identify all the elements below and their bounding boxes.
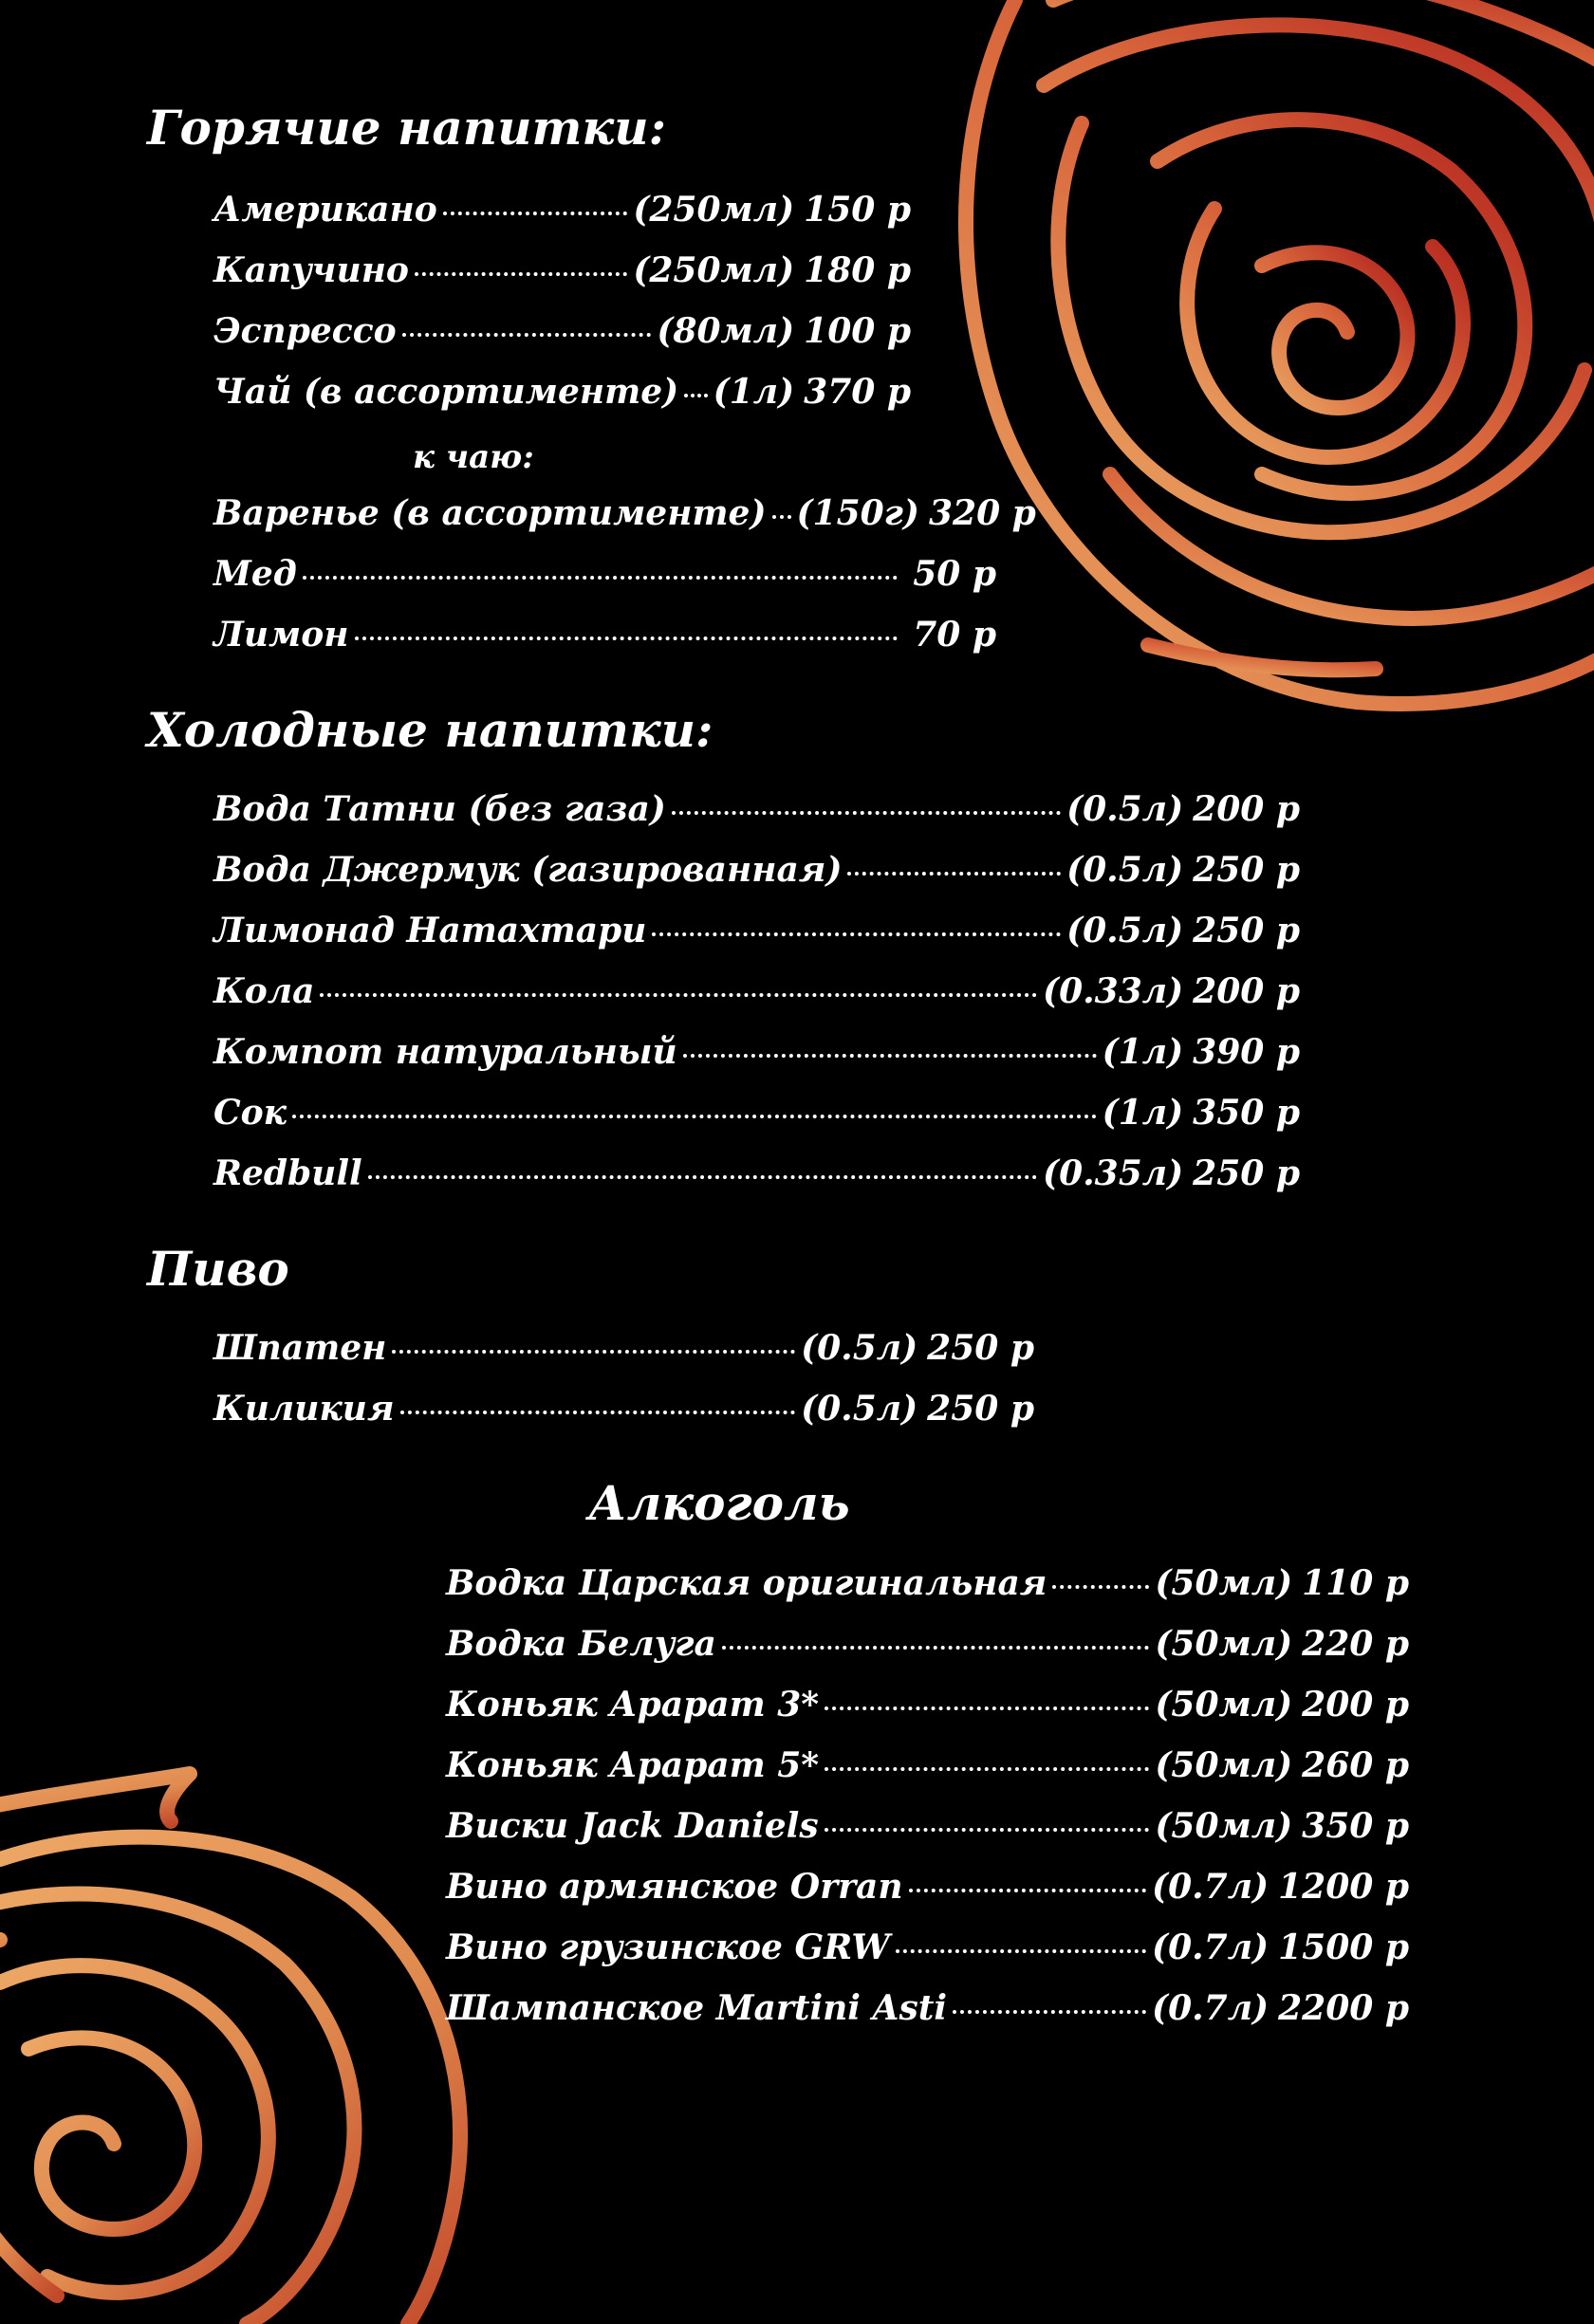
item-price: 220 р <box>1302 1624 1409 1664</box>
menu-item <box>213 850 1300 911</box>
dot-leader <box>825 1828 1150 1832</box>
section-title-hot-drinks: Горячие напитки: <box>147 100 667 156</box>
item-price: 250 р <box>1193 911 1300 950</box>
item-volume: (80мл) <box>657 311 795 351</box>
item-volume: (0.7л) <box>1152 1867 1270 1907</box>
item-volume: (0.33л) <box>1043 971 1184 1011</box>
dot-leader <box>443 212 628 215</box>
item-name: Вода Джермук (газированная) <box>213 850 843 890</box>
item-volume: (50мл) <box>1155 1745 1293 1785</box>
item-volume: (50мл) <box>1155 1563 1293 1603</box>
menu-item <box>213 311 911 372</box>
menu-item <box>213 554 996 615</box>
item-price: 200 р <box>1193 789 1300 829</box>
dot-leader <box>825 1767 1149 1771</box>
menu-item <box>213 971 1300 1032</box>
menu-item <box>446 1927 1409 1988</box>
item-name: Компот натуральный <box>213 1032 677 1072</box>
item-price: 260 р <box>1302 1745 1409 1785</box>
menu-item <box>446 1685 1409 1745</box>
dot-leader <box>320 993 1037 997</box>
dot-leader <box>1052 1585 1149 1589</box>
menu-item <box>213 190 911 250</box>
item-name: Водка Белуга <box>446 1624 716 1664</box>
menu-item <box>213 1328 1034 1389</box>
item-price: 350 р <box>1193 1093 1300 1133</box>
item-name: Эспрессо <box>213 311 397 351</box>
dot-leader <box>368 1175 1037 1179</box>
item-name: Виски Jack Daniels <box>446 1806 819 1846</box>
item-price: 250 р <box>927 1389 1034 1429</box>
menu-item <box>213 1153 1300 1214</box>
menu-item <box>213 1389 1034 1449</box>
menu-item <box>446 1745 1409 1806</box>
dot-leader <box>909 1889 1147 1892</box>
menu-item <box>213 615 996 675</box>
dot-leader <box>953 2010 1146 2014</box>
dot-leader <box>303 576 898 580</box>
dot-leader <box>825 1706 1149 1710</box>
section-title-alcohol: Алкоголь <box>588 1475 850 1531</box>
dot-leader <box>722 1646 1150 1650</box>
dot-leader <box>392 1350 795 1354</box>
beer-list <box>213 1328 1034 1449</box>
item-volume: (250мл) <box>633 250 795 290</box>
item-volume: (50мл) <box>1155 1685 1293 1725</box>
menu-item <box>446 1563 1409 1624</box>
menu-item <box>446 1867 1409 1927</box>
item-name: Лимонад Натахтари <box>213 911 647 950</box>
item-volume: (150г) <box>796 493 919 533</box>
item-price: 180 р <box>804 250 911 290</box>
menu-item <box>446 1988 1409 2049</box>
dot-leader <box>355 636 899 640</box>
item-volume: (1л) <box>1102 1093 1184 1133</box>
item-name: Коньяк Арарат 5* <box>446 1745 820 1785</box>
item-volume: (250мл) <box>633 190 795 230</box>
dot-leader <box>672 811 1061 815</box>
menu-item <box>213 911 1300 971</box>
dot-leader <box>896 1949 1146 1953</box>
item-price: 50 р <box>913 554 996 594</box>
item-volume: (0.5л) <box>1066 789 1184 829</box>
item-name: Шампанское Martini Asti <box>446 1988 948 2028</box>
menu-item <box>213 372 911 433</box>
cold-drinks-list <box>213 789 1300 1214</box>
item-name: Вода Татни (без газа) <box>213 789 666 829</box>
item-volume: (0.5л) <box>1066 911 1184 950</box>
item-name: Американо <box>213 190 437 230</box>
item-name: Кола <box>213 971 315 1011</box>
menu-item <box>213 789 1300 850</box>
item-price: 250 р <box>927 1328 1034 1368</box>
item-name: Киликия <box>213 1389 395 1429</box>
item-name: Мед <box>213 554 297 594</box>
menu-item <box>446 1624 1409 1685</box>
dot-leader <box>402 333 652 337</box>
item-name: Коньяк Арарат 3* <box>446 1685 820 1725</box>
menu-item <box>213 250 911 311</box>
item-name: Шпатен <box>213 1328 387 1368</box>
item-volume: (1л) <box>713 372 795 412</box>
item-volume: (0.5л) <box>1066 850 1184 890</box>
item-price: 390 р <box>1193 1032 1300 1072</box>
dot-leader <box>652 932 1061 936</box>
dot-leader <box>683 1054 1097 1058</box>
item-volume: (50мл) <box>1155 1624 1293 1664</box>
item-volume: (50мл) <box>1155 1806 1293 1846</box>
tea-subheading: к чаю: <box>413 438 534 476</box>
item-name: Вино грузинское GRW <box>446 1927 890 1967</box>
dot-leader <box>292 1115 1097 1118</box>
menu-item <box>446 1806 1409 1867</box>
menu-item <box>213 493 1036 554</box>
item-price: 200 р <box>1302 1685 1409 1725</box>
dot-leader <box>772 515 791 519</box>
tea-extras-list <box>213 493 1036 675</box>
item-price: 70 р <box>913 615 996 655</box>
item-volume: (0.5л) <box>801 1389 918 1429</box>
item-volume: (1л) <box>1102 1032 1184 1072</box>
menu-item <box>213 1093 1300 1153</box>
item-price: 370 р <box>804 372 911 412</box>
item-price: 1500 р <box>1278 1927 1409 1967</box>
item-name: Варенье (в ассортименте) <box>213 493 767 533</box>
alcohol-list <box>446 1563 1409 2049</box>
item-price: 100 р <box>804 311 911 351</box>
item-volume: (0.35л) <box>1043 1153 1184 1193</box>
hot-drinks-list <box>213 190 911 433</box>
item-name: Сок <box>213 1093 287 1133</box>
item-name: Лимон <box>213 615 349 655</box>
item-price: 2200 р <box>1278 1988 1409 2028</box>
item-price: 350 р <box>1302 1806 1409 1846</box>
item-name: Водка Царская оригинальная <box>446 1563 1047 1603</box>
dot-leader <box>847 872 1061 876</box>
section-title-cold-drinks: Холодные напитки: <box>147 702 714 758</box>
item-name: Чай (в ассортименте) <box>213 372 679 412</box>
menu-item <box>213 1032 1300 1093</box>
dot-leader <box>415 272 627 276</box>
item-volume: (0.7л) <box>1152 1988 1270 2028</box>
item-price: 110 р <box>1302 1563 1409 1603</box>
item-price: 250 р <box>1193 850 1300 890</box>
item-price: 200 р <box>1193 971 1300 1011</box>
item-name: Капучино <box>213 250 409 290</box>
dot-leader <box>400 1411 795 1414</box>
item-volume: (0.5л) <box>801 1328 918 1368</box>
item-price: 320 р <box>928 493 1036 533</box>
item-price: 150 р <box>804 190 911 230</box>
dot-leader <box>684 394 708 397</box>
item-volume: (0.7л) <box>1152 1927 1270 1967</box>
item-name: Redbull <box>213 1153 362 1193</box>
item-name: Вино армянское Orran <box>446 1867 903 1907</box>
rose-top-right-illustration <box>939 0 1594 759</box>
item-price: 250 р <box>1193 1153 1300 1193</box>
item-price: 1200 р <box>1278 1867 1409 1907</box>
section-title-beer: Пиво <box>147 1241 289 1297</box>
